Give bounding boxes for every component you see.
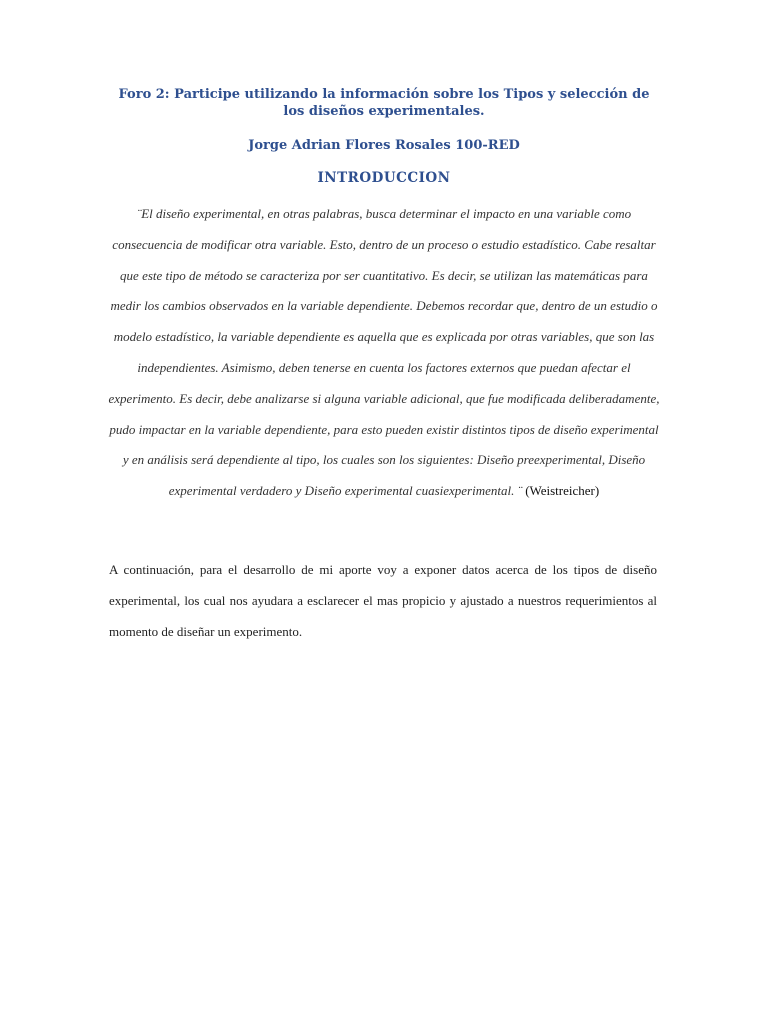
body-paragraph: A continuación, para el desarrollo de mi aporte voy a exponer datos acerca de los tipos de diseño experimental, los cual nos ayudara a esclarecer el mas propicio y ajustado a nuestros requerimientos al momento de diseñar un experimento. [109, 562, 657, 639]
quote-citation: (Weistreicher) [521, 483, 600, 499]
introduction-quote [108, 199, 660, 507]
section-heading: INTRODUCCION [317, 170, 451, 186]
document-title: Foro 2: Participe utilizando la información sobre los Tipos y selección de los diseños experimentales. [118, 87, 650, 119]
author-line: Jorge Adrian Flores Rosales 100-RED [248, 138, 520, 153]
quote-text: ¨El diseño experimental, en otras palabras, busca determinar el impacto en una variable como consecuencia de modificar otra variable. Esto, dentro de un proceso o estudio estadístico. Cabe resaltar que este tipo de método se caracteriza por ser cuantitativo. Es decir, se utilizan las matemáticas para medir los cambios observados en la variable dependiente. Debemos recordar que, dentro de un estudio o modelo estadístico, la variable dependiente es aquella que es explicada por otras variables, que son las independientes. Asimismo, deben tenerse en cuenta los factores externos que puedan afectar el experimento. Es decir, debe analizarse si alguna variable adicional, que fue modificada deliberadamente, pudo impactar en la variable dependiente, para esto pueden existir distintos tipos de diseño experimental y en análisis será dependiente al tipo, los cuales son los siguientes: Diseño preexperimental, Diseño experimental verdadero y Diseño experimental cuasiexperimental. ¨ [108, 206, 660, 499]
